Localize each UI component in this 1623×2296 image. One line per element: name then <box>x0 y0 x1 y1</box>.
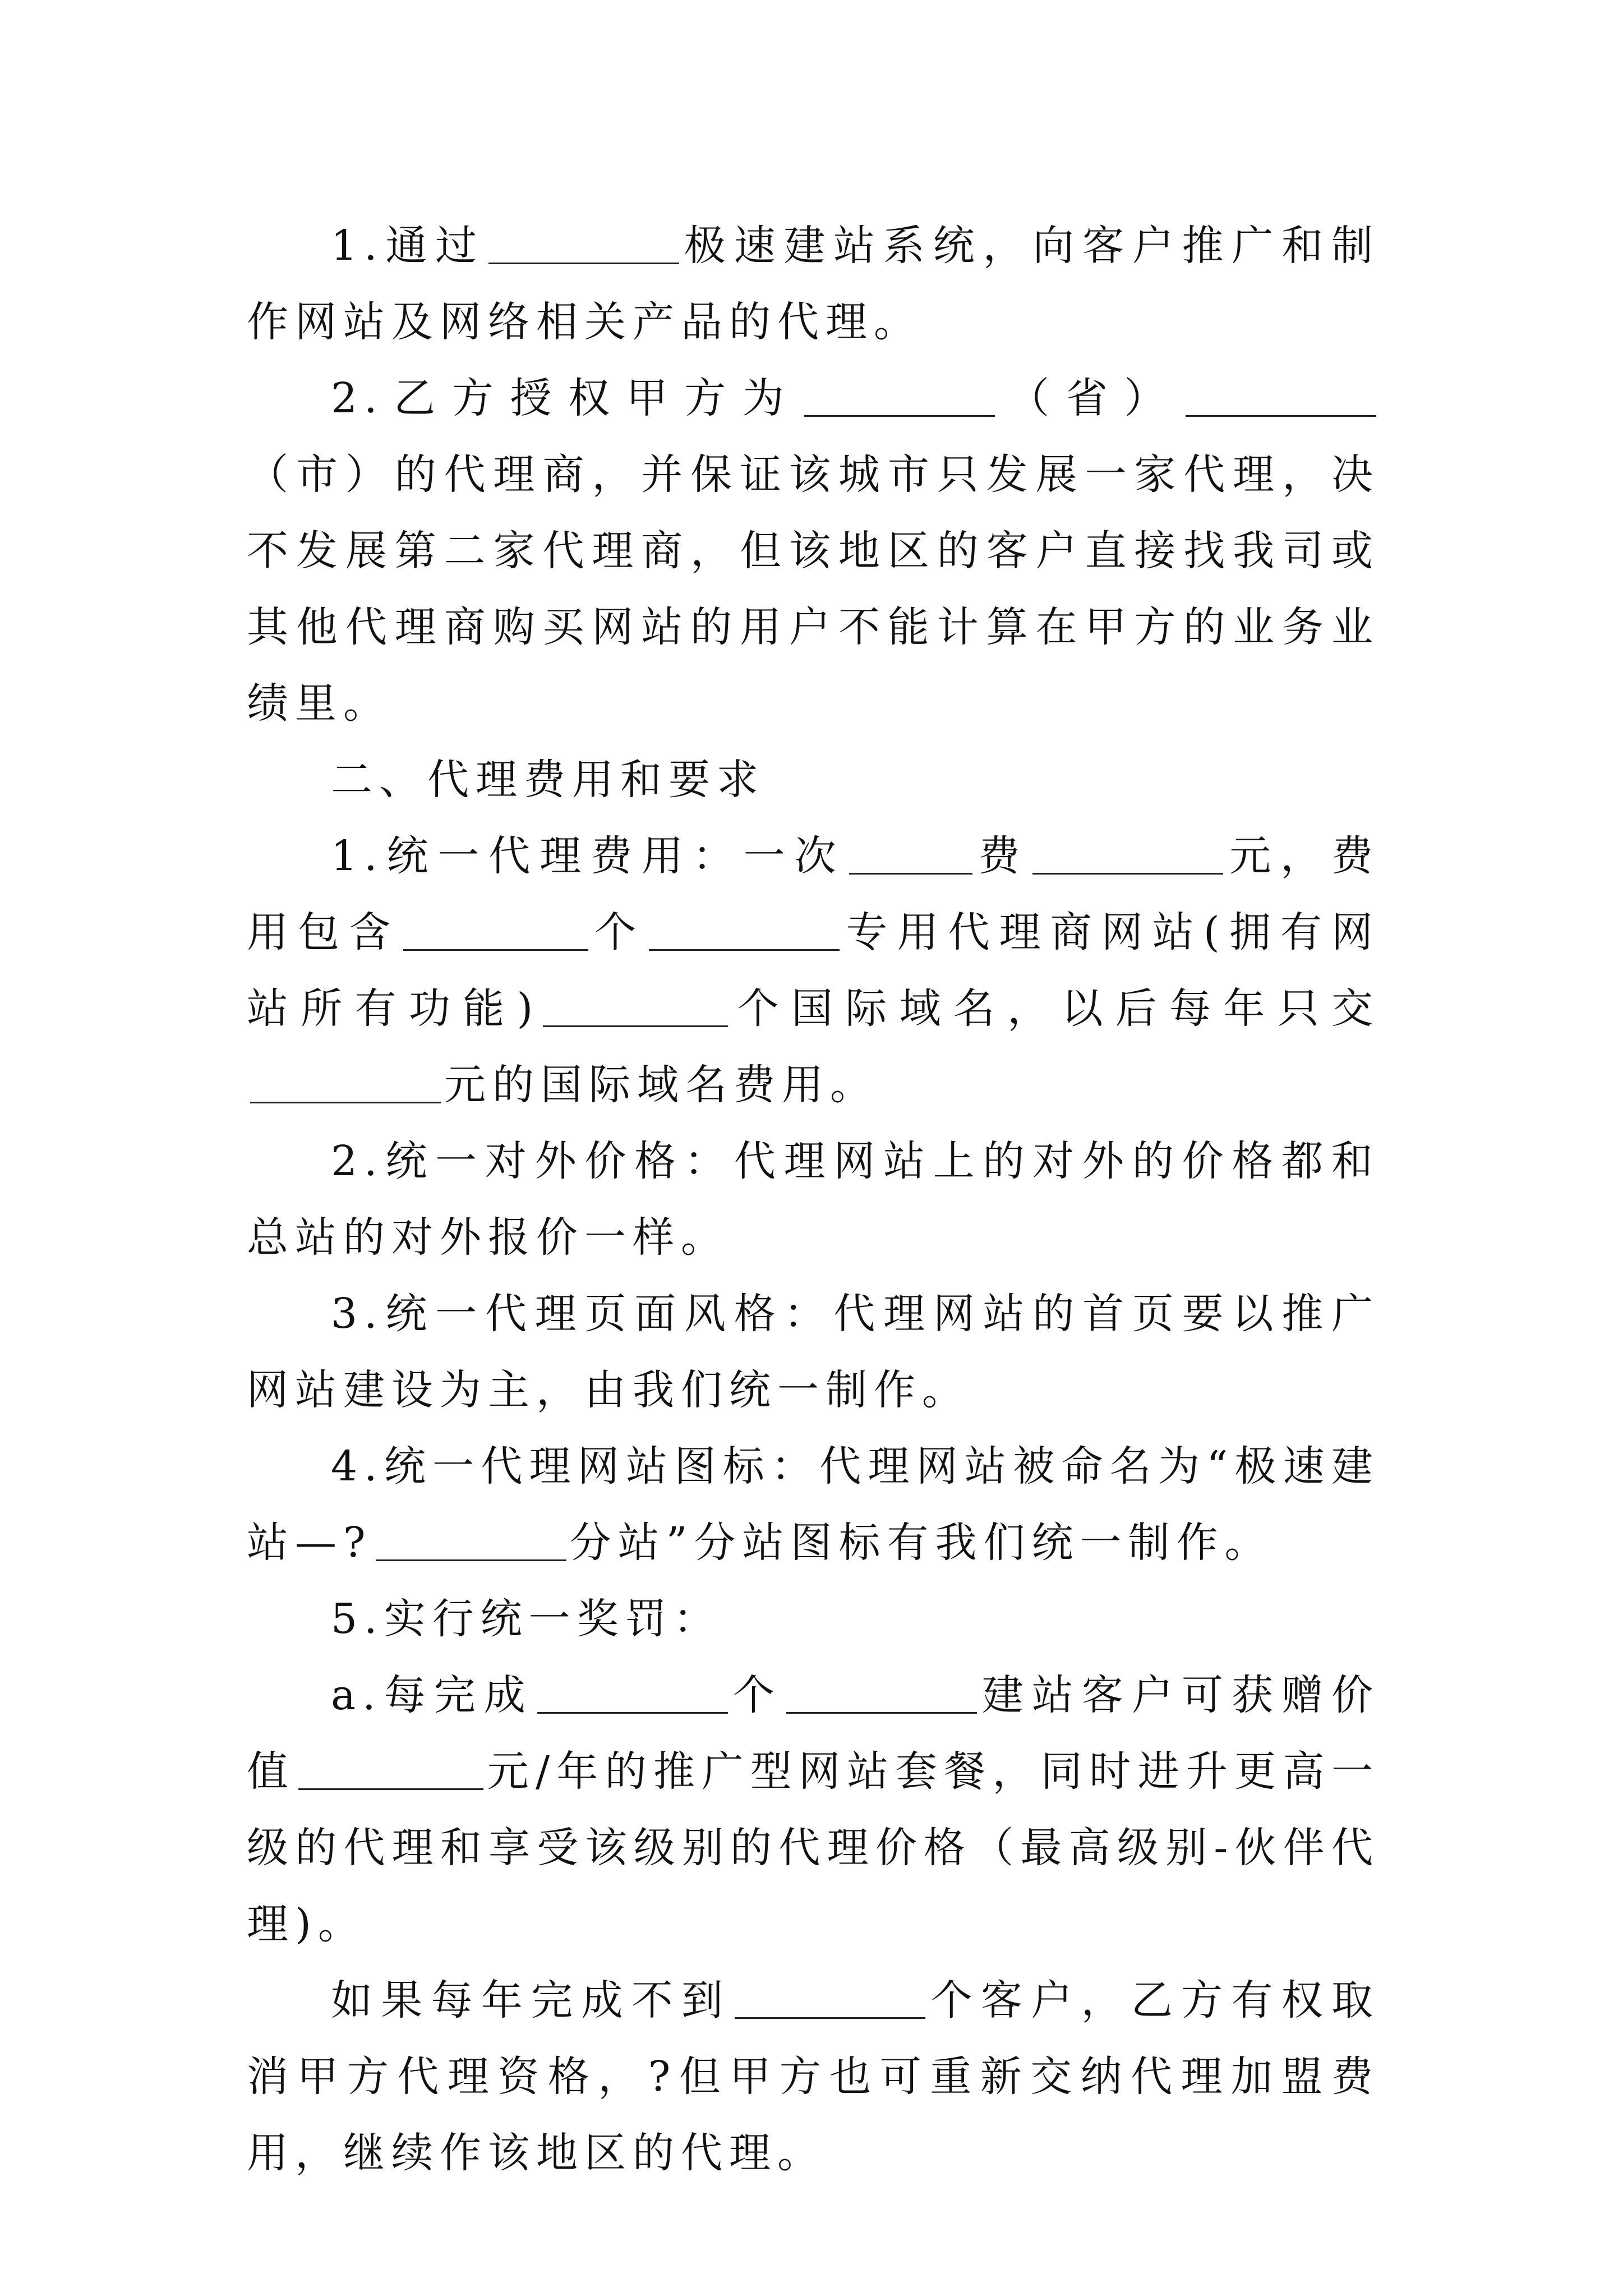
clause-1 <box>247 208 1380 360</box>
blank-branch-name <box>376 1518 566 1561</box>
clause-1-text-start: 1.通过 <box>331 222 485 270</box>
fee-clause-5: 5.实行统一奖罚： <box>331 1595 722 1643</box>
blank-province <box>804 374 995 417</box>
fee-clause-1-part-a: 1.统一代理费用：一次 <box>331 832 846 880</box>
clause-2-text-start: 2.乙方授权甲方为 <box>331 374 801 422</box>
fee-clause-4-part-a: 4.统一代理网站图标：代理网站被命名为“极速建站—? <box>247 1442 1380 1567</box>
blank-min-clients <box>735 1976 925 2019</box>
reward-clause-a-part-c: 建站客户可获赠价值 <box>247 1671 1380 1796</box>
fee-clause-1-part-d: 个 <box>592 908 646 956</box>
reward-clause-a-part-b: 个 <box>731 1671 783 1719</box>
penalty-clause <box>247 1962 1380 2191</box>
document-body <box>247 208 1380 2191</box>
blank-site-type <box>649 908 840 951</box>
clause-2-province-label: （省） <box>998 374 1182 422</box>
fee-clause-1 <box>247 818 1380 1123</box>
blank-client-count <box>537 1671 728 1714</box>
blank-fee-type <box>849 831 972 875</box>
fee-clause-1-part-g: 元的国际域名费用。 <box>444 1061 878 1109</box>
blank-client-type <box>786 1671 977 1714</box>
blank-system-name <box>488 221 679 264</box>
penalty-clause-part-a: 如果每年完成不到 <box>331 1976 732 2024</box>
blank-domain-fee <box>250 1060 441 1103</box>
penalty-clause-part-b: 个客户，乙方有权取消甲方代理资格，?但甲方也可重新交纳代理加盟费用，继续作该地区的代理。 <box>247 1976 1380 2177</box>
fee-clause-3: 3.统一代理页面风格：代理网站的首页要以推广网站建设为主，由我们统一制作。 <box>247 1290 1380 1414</box>
blank-gift-value <box>298 1747 483 1790</box>
blank-site-count <box>403 908 588 951</box>
fee-clause-1-part-e: 专用代理商网站(拥有网站所有功能) <box>247 908 1380 1033</box>
blank-city <box>1186 374 1376 417</box>
fee-clause-2: 2.统一对外价格：代理网站上的对外的价格都和总站的对外报价一样。 <box>247 1137 1380 1262</box>
clause-2 <box>247 360 1380 742</box>
clause-1-text-end: 极速建站系统，向客户推广和制作网站及网络相关产品的代理。 <box>247 222 1380 346</box>
section-2-heading: 二、代理费用和要求 <box>331 756 765 804</box>
fee-clause-1-part-b: 费 <box>975 832 1030 880</box>
fee-clause-1-part-c: 元，费用包含 <box>247 832 1380 956</box>
reward-clause-a <box>247 1657 1380 1962</box>
reward-clause-a-part-a: a.每完成 <box>331 1671 534 1719</box>
fee-clause-4-part-b: 分站”分站图标有我们统一制作。 <box>569 1519 1273 1567</box>
fee-clause-1-part-f: 个国际域名，以后每年只交 <box>731 984 1380 1033</box>
reward-clause-a-part-d: 元/年的推广型网站套餐，同时进升更高一级的代理和享受该级别的代理价格（最高级别-伙伴代理)。 <box>247 1747 1380 1948</box>
clause-2-text-end: （市）的代理商，并保证该城市只发展一家代理，决不发展第二家代理商，但该地区的客户直接找我司或其他代理商购买网站的用户不能计算在甲方的业务业绩里。 <box>247 450 1380 728</box>
blank-domain-count <box>543 984 728 1027</box>
blank-fee-amount <box>1032 831 1223 875</box>
fee-clause-4 <box>247 1428 1380 1581</box>
